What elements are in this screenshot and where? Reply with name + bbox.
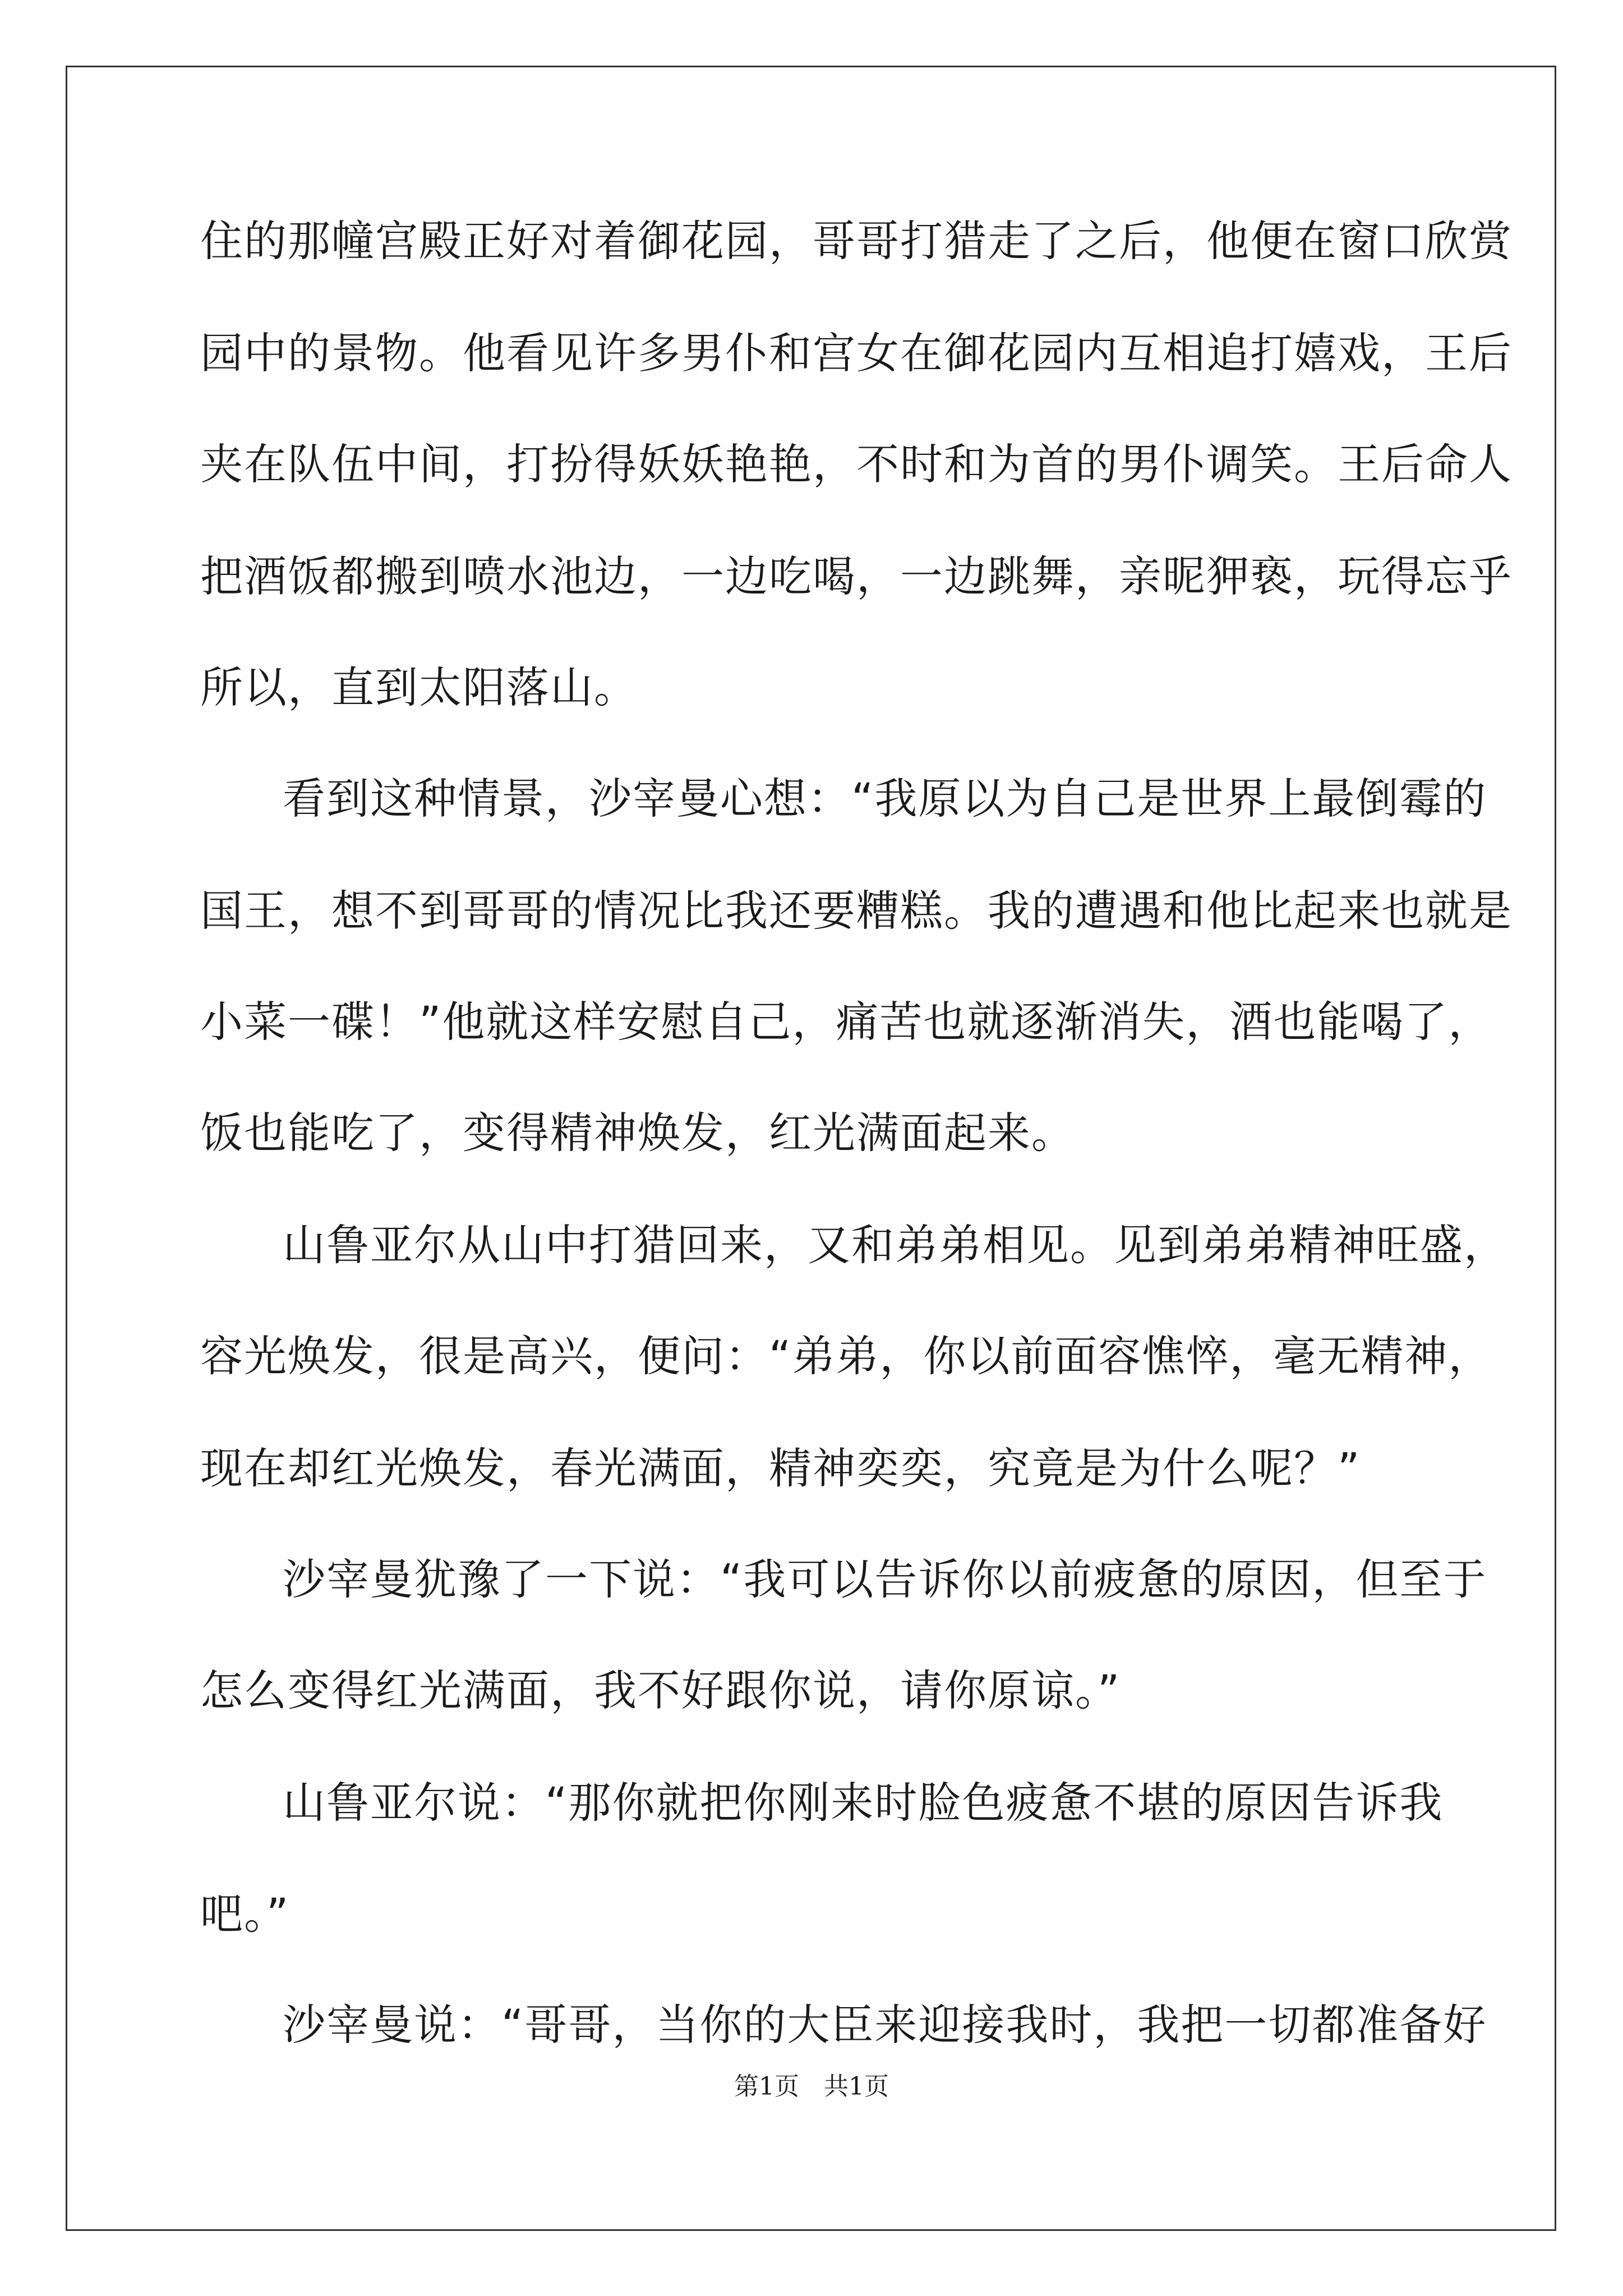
paragraph-first-line: 看到这种情景，沙宰曼心想：“我原以为自己是世界上最倒霉的 — [283, 774, 1487, 823]
text-line: 现在却红光焕发，春光满面，精神奕奕，究竟是为什么呢？” — [200, 1443, 1361, 1493]
paragraph-first-line: 沙宰曼说：“哥哥，当你的大臣来迎接我时，我把一切都准备好 — [283, 2000, 1487, 2050]
text-line: 吧。” — [200, 1889, 290, 1939]
page-footer — [0, 2070, 1623, 2104]
page-number-label: 第1页 共1页 — [734, 2072, 889, 2101]
text-line: 夹在队伍中间，打扮得妖妖艳艳，不时和为首的男仆调笑。王后命人 — [200, 439, 1513, 489]
paragraph-first-line: 山鲁亚尔从山中打猎回来，又和弟弟相见。见到弟弟精神旺盛， — [283, 1220, 1507, 1270]
text-line: 饭也能吃了，变得精神焕发，红光满面起来。 — [200, 1108, 1075, 1158]
paragraph-first-line: 沙宰曼犹豫了一下说：“我可以告诉你以前疲惫的原因，但至于 — [283, 1554, 1487, 1604]
text-line: 住的那幢宫殿正好对着御花园，哥哥打猎走了之后，他便在窗口欣赏 — [200, 216, 1513, 266]
text-line: 国王，想不到哥哥的情况比我还要糟糕。我的遭遇和他比起来也就是 — [200, 886, 1513, 936]
text-line: 园中的景物。他看见许多男仆和宫女在御花园内互相追打嬉戏，王后 — [200, 328, 1513, 378]
text-line: 小菜一碟！”他就这样安慰自己，痛苦也就逐渐消失，酒也能喝了， — [200, 997, 1492, 1047]
text-line: 怎么变得红光满面，我不好跟你说，请你原谅。” — [200, 1665, 1121, 1715]
paragraph-first-line: 山鲁亚尔说：“那你就把你刚来时脸色疲惫不堪的原因告诉我 — [283, 1778, 1444, 1828]
text-line: 容光焕发，很是高兴，便问：“弟弟，你以前面容憔悴，毫无精神， — [200, 1331, 1492, 1381]
text-line: 把酒饭都搬到喷水池边，一边吃喝，一边跳舞，亲昵狎亵，玩得忘乎 — [200, 551, 1513, 601]
text-line: 所以，直到太阳落山。 — [200, 662, 638, 712]
